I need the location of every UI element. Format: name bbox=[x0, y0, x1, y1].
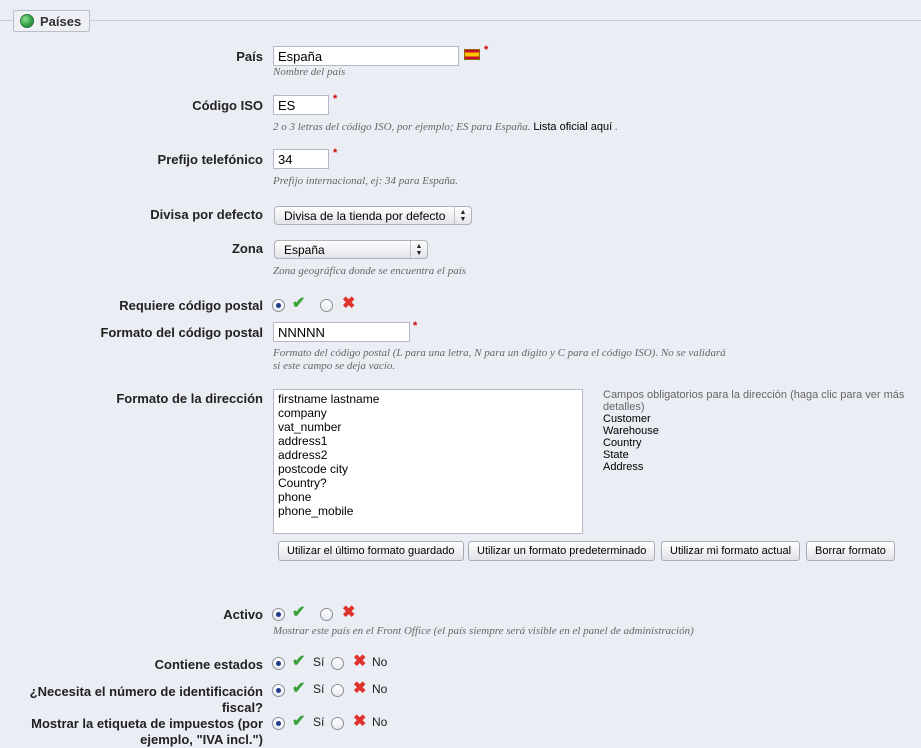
country-name-input[interactable] bbox=[273, 46, 459, 66]
postcode-required-label: Requiere código postal bbox=[119, 298, 263, 313]
cross-icon: ✖ bbox=[353, 680, 367, 697]
postcode-format-hint-line1: Formato del código postal (L para una letra, N para un dígito y C para el código ISO). No se validará bbox=[273, 347, 726, 359]
currency-select[interactable] bbox=[274, 206, 472, 225]
check-icon: ✔ bbox=[292, 295, 306, 312]
zone-label: Zona bbox=[231, 241, 263, 256]
postcode-required-yes-radio[interactable] bbox=[272, 299, 285, 312]
iso-code-input[interactable] bbox=[273, 95, 329, 115]
spain-flag-icon bbox=[464, 49, 480, 60]
display-tax-label-line1: Mostrar la etiqueta de impuestos (por bbox=[31, 716, 263, 731]
currency-label: Divisa por defecto bbox=[150, 207, 263, 222]
check-icon: ✔ bbox=[292, 680, 306, 697]
active-label: Activo bbox=[223, 607, 263, 622]
address-format-label: Formato de la dirección bbox=[116, 391, 263, 406]
phone-prefix-hint: Prefijo internacional, ej: 34 para España. bbox=[273, 175, 459, 187]
use-current-format-button[interactable]: Utilizar mi formato actual bbox=[661, 541, 800, 561]
required-field-item[interactable]: Warehouse bbox=[603, 425, 659, 437]
check-icon: ✔ bbox=[292, 604, 306, 621]
required-marker: * bbox=[333, 93, 338, 105]
iso-hint-text: 2 o 3 letras del código ISO, por ejemplo; ES para España. bbox=[273, 121, 531, 133]
active-yes-radio[interactable] bbox=[272, 608, 285, 621]
contains-states-label: Contiene estados bbox=[154, 657, 263, 672]
required-field-item[interactable]: Country bbox=[603, 437, 642, 449]
postcode-format-label: Formato del código postal bbox=[100, 325, 263, 340]
zone-selected-value: España bbox=[284, 243, 325, 257]
phone-prefix-label: Prefijo telefónico bbox=[157, 152, 263, 167]
cross-icon: ✖ bbox=[353, 713, 367, 730]
yes-label: Sí bbox=[313, 655, 325, 669]
display-tax-label-label bbox=[31, 716, 263, 748]
iso-hint-end: . bbox=[614, 121, 618, 133]
need-tax-id-no-radio[interactable] bbox=[331, 684, 344, 697]
cross-icon: ✖ bbox=[342, 604, 356, 621]
zone-hint: Zona geográfica donde se encuentra el país bbox=[273, 265, 467, 277]
zone-select[interactable] bbox=[274, 240, 428, 259]
display-tax-label-yes-radio[interactable] bbox=[272, 717, 285, 730]
postcode-format-hint bbox=[273, 347, 726, 373]
required-marker: * bbox=[333, 147, 338, 159]
postcode-format-input[interactable] bbox=[273, 322, 410, 342]
contains-states-no-radio[interactable] bbox=[331, 657, 344, 670]
currency-selected-value: Divisa de la tienda por defecto bbox=[284, 209, 446, 223]
use-default-format-button[interactable]: Utilizar un formato predeterminado bbox=[468, 541, 655, 561]
yes-label: Sí bbox=[313, 682, 325, 696]
no-label: No bbox=[372, 655, 388, 669]
section-divider bbox=[0, 20, 921, 21]
required-field-item[interactable]: Customer bbox=[603, 413, 651, 425]
use-last-saved-format-button[interactable]: Utilizar el último formato guardado bbox=[278, 541, 464, 561]
need-tax-id-label-line1: ¿Necesita el número de identificación bbox=[29, 684, 263, 699]
required-field-item[interactable]: State bbox=[603, 449, 629, 461]
select-arrows-icon: ▲ ▼ bbox=[410, 241, 427, 258]
globe-icon bbox=[20, 14, 34, 28]
no-label: No bbox=[372, 682, 388, 696]
required-fields-list bbox=[603, 413, 913, 473]
phone-prefix-input[interactable] bbox=[273, 149, 329, 169]
need-tax-id-label bbox=[30, 684, 263, 716]
clear-format-button[interactable]: Borrar formato bbox=[806, 541, 895, 561]
cross-icon: ✖ bbox=[342, 295, 356, 312]
display-tax-label-line2: ejemplo, "IVA incl.") bbox=[140, 732, 263, 747]
display-tax-label-no-radio[interactable] bbox=[331, 717, 344, 730]
active-no-radio[interactable] bbox=[320, 608, 333, 621]
contains-states-yes-radio[interactable] bbox=[272, 657, 285, 670]
cross-icon: ✖ bbox=[353, 653, 367, 670]
iso-hint bbox=[273, 121, 618, 133]
need-tax-id-label-line2: fiscal? bbox=[221, 700, 263, 715]
yes-label: Sí bbox=[313, 715, 325, 729]
required-marker: * bbox=[484, 44, 489, 56]
select-arrows-icon: ▲ ▼ bbox=[454, 207, 471, 224]
check-icon: ✔ bbox=[292, 653, 306, 670]
iso-label: Código ISO bbox=[192, 98, 263, 113]
section-title: Países bbox=[40, 13, 82, 29]
section-legend bbox=[13, 10, 90, 32]
postcode-required-no-radio[interactable] bbox=[320, 299, 333, 312]
required-field-item[interactable]: Address bbox=[603, 461, 644, 473]
country-label: País bbox=[236, 49, 263, 64]
required-marker: * bbox=[413, 320, 418, 332]
postcode-format-hint-line2: si este campo se deja vacío. bbox=[273, 360, 396, 372]
no-label: No bbox=[372, 715, 388, 729]
address-format-textarea[interactable] bbox=[273, 389, 583, 534]
required-fields-title[interactable]: Campos obligatorios para la dirección (haga clic para ver más detalles) bbox=[603, 389, 905, 413]
active-hint: Mostrar este país en el Front Office (el país siempre será visible en el panel de administración) bbox=[273, 625, 694, 637]
need-tax-id-yes-radio[interactable] bbox=[272, 684, 285, 697]
country-hint: Nombre del país bbox=[273, 66, 346, 78]
check-icon: ✔ bbox=[292, 713, 306, 730]
required-fields-panel bbox=[603, 389, 913, 473]
official-list-link[interactable]: Lista oficial aquí bbox=[533, 121, 613, 133]
